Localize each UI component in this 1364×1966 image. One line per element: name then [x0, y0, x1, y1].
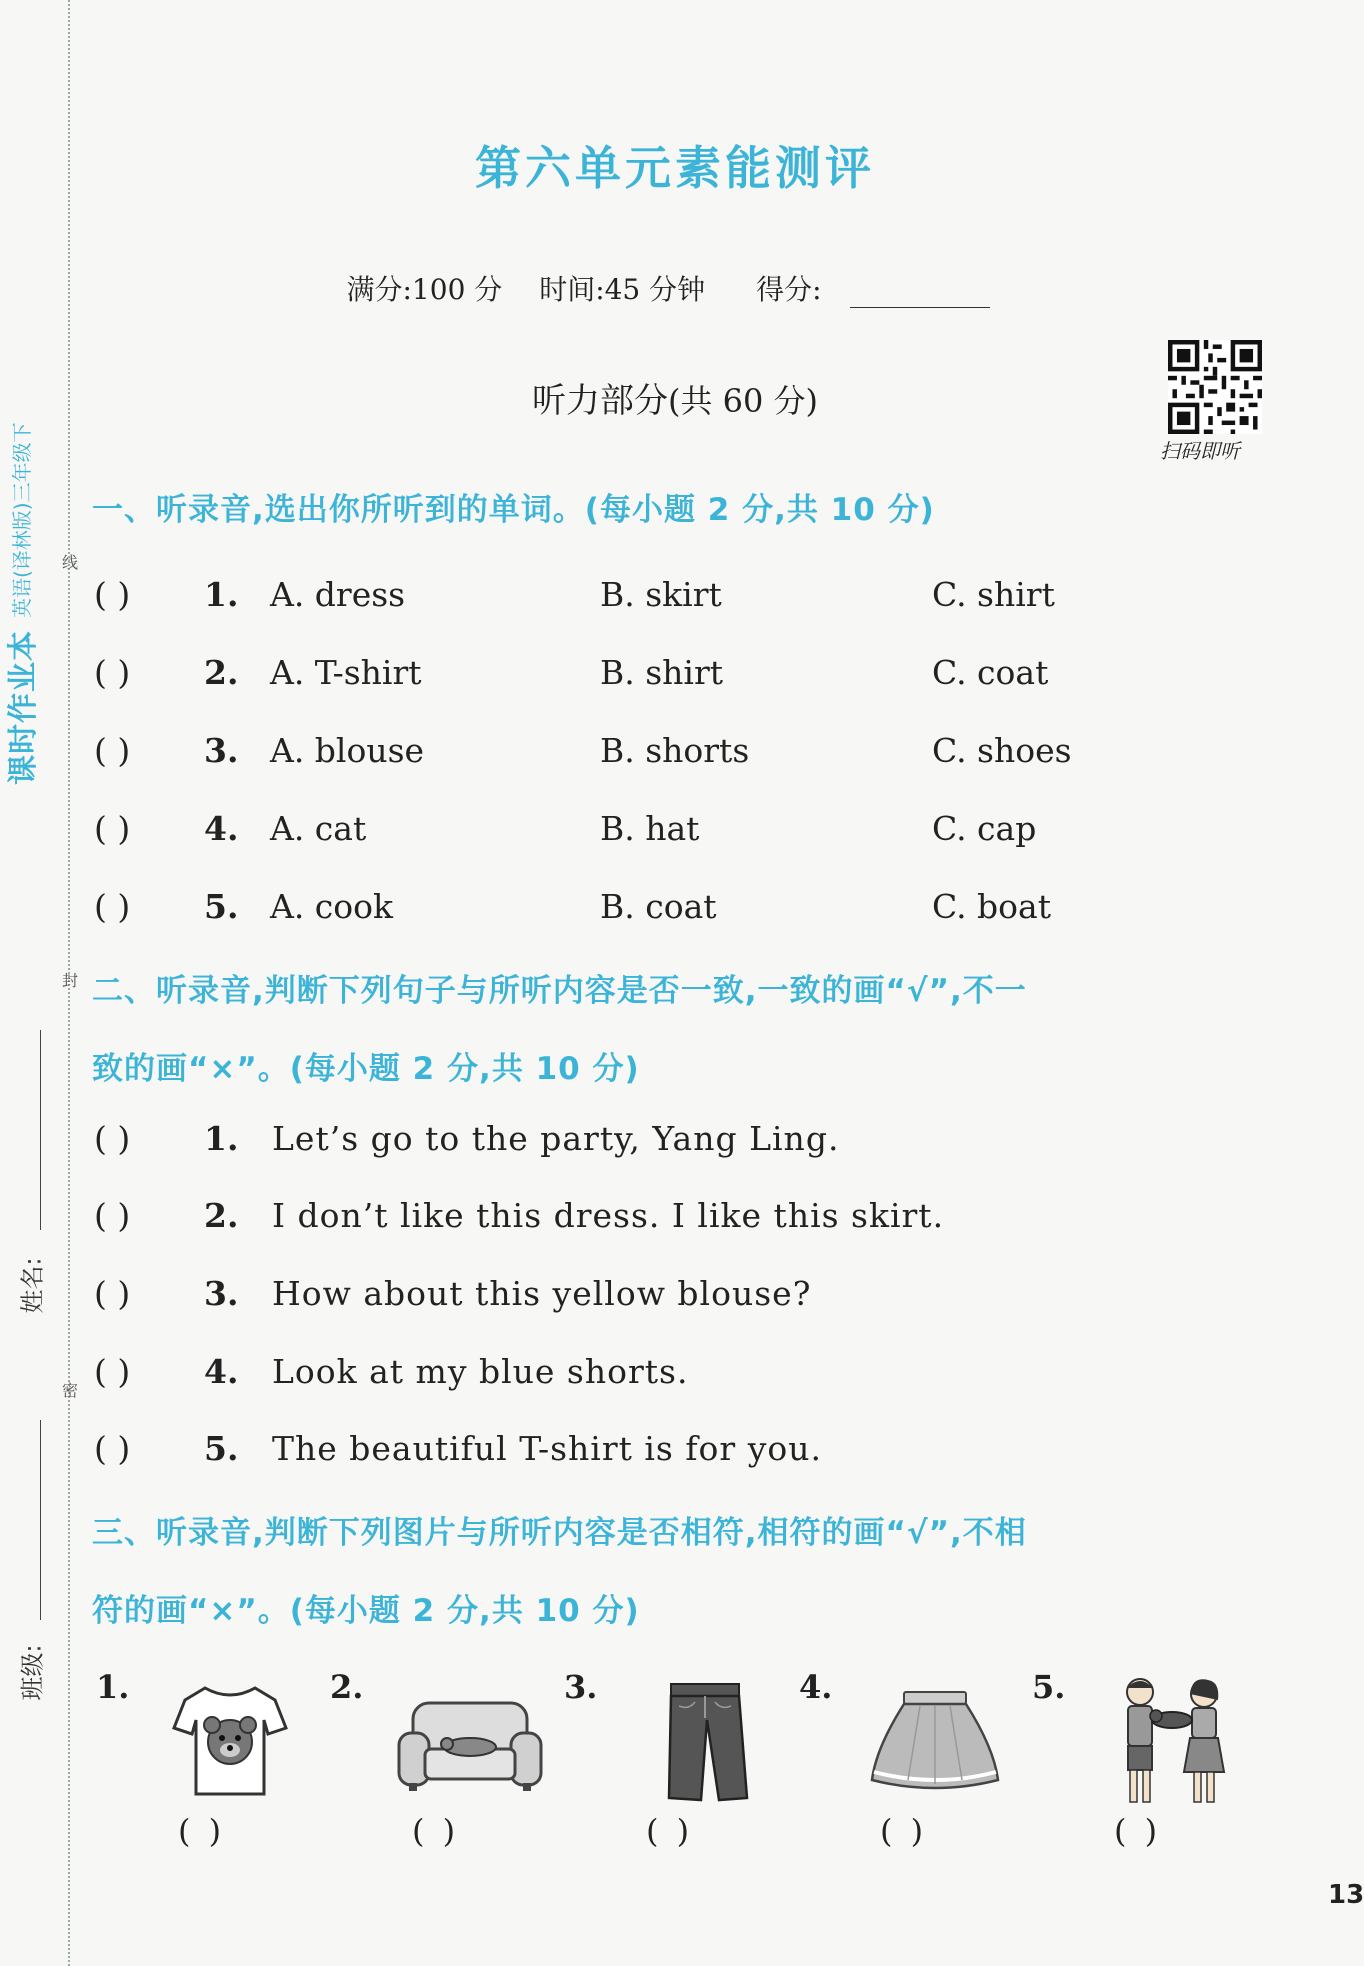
- sentence-text: I don’t like this dress. I like this skirt.: [272, 1196, 945, 1235]
- item-number: 5.: [204, 887, 239, 926]
- option-c: C. boat: [932, 887, 1051, 926]
- answer-paren[interactable]: ( ): [94, 575, 131, 614]
- answer-paren[interactable]: ( ): [1114, 1812, 1162, 1850]
- part2-item: [94, 1272, 812, 1316]
- part2-item: [94, 1117, 840, 1161]
- item-number: 3.: [204, 731, 239, 770]
- time-limit: 时间:45 分钟: [539, 273, 706, 306]
- option-b: B. skirt: [600, 575, 722, 614]
- option-b: B. shorts: [600, 731, 750, 770]
- part3-title-cont: 符的画“×”。(每小题 2 分,共 10 分): [92, 1593, 640, 1629]
- item-number: 2.: [204, 1196, 239, 1235]
- listening-points: (共 60 分): [667, 382, 819, 420]
- picture-number: 1.: [96, 1668, 130, 1706]
- name-blank[interactable]: [40, 1030, 41, 1230]
- skirt-icon: [868, 1688, 1002, 1798]
- qr-code-icon[interactable]: [1168, 340, 1262, 434]
- trousers-icon: [655, 1680, 755, 1805]
- answer-paren[interactable]: ( ): [94, 1196, 131, 1235]
- option-b: B. hat: [600, 809, 700, 848]
- option-a: A. blouse: [270, 731, 425, 770]
- answer-paren[interactable]: ( ): [94, 1119, 131, 1158]
- page-number: 13: [1328, 1880, 1364, 1910]
- option-c: C. cap: [932, 809, 1037, 848]
- part2-item: [94, 1194, 945, 1238]
- sentence-text: The beautiful T-shirt is for you.: [272, 1429, 822, 1468]
- option-c: C. coat: [932, 653, 1049, 692]
- t-shirt-with-bear-icon: [170, 1680, 290, 1800]
- item-number: 2.: [204, 653, 239, 692]
- score-blank[interactable]: [850, 279, 990, 308]
- answer-paren[interactable]: ( ): [646, 1812, 694, 1850]
- item-number: 1.: [204, 575, 239, 614]
- name-label: 姓名:: [18, 1257, 47, 1314]
- seal-char-2: 封: [62, 971, 79, 990]
- answer-paren[interactable]: ( ): [94, 731, 131, 770]
- option-b: B. shirt: [600, 653, 724, 692]
- class-blank[interactable]: [40, 1420, 41, 1620]
- part1-item: [94, 651, 1049, 695]
- class-label: 班级:: [18, 1644, 47, 1701]
- answer-paren[interactable]: ( ): [94, 1429, 131, 1468]
- part2-item: [94, 1350, 689, 1394]
- option-a: A. T-shirt: [270, 653, 422, 692]
- item-number: 3.: [204, 1274, 239, 1313]
- answer-paren[interactable]: ( ): [94, 1274, 131, 1313]
- score-label: 得分:: [756, 273, 822, 306]
- part2-title: 二、听录音,判断下列句子与所听内容是否一致,一致的画“√”,不一: [92, 973, 1027, 1009]
- option-a: A. dress: [270, 575, 406, 614]
- item-number: 5.: [204, 1429, 239, 1468]
- sentence-text: How about this yellow blouse?: [272, 1274, 812, 1313]
- item-number: 4.: [204, 809, 239, 848]
- brand-name: 课时作业本: [6, 630, 41, 785]
- picture-number: 5.: [1032, 1668, 1066, 1706]
- option-b: B. coat: [600, 887, 717, 926]
- seal-char-1: 线: [62, 553, 79, 572]
- answer-paren[interactable]: ( ): [94, 887, 131, 926]
- page-title: 第六单元素能测评: [475, 141, 875, 195]
- edition-label: 英语(译林版)三年级下: [9, 422, 34, 618]
- picture-number: 4.: [799, 1668, 833, 1706]
- full-score: 满分:100 分: [346, 273, 503, 306]
- sentence-text: Let’s go to the party, Yang Ling.: [272, 1119, 840, 1158]
- part1-item: [94, 885, 1051, 929]
- answer-paren[interactable]: ( ): [94, 653, 131, 692]
- part1-title: 一、听录音,选出你所听到的单词。(每小题 2 分,共 10 分): [92, 492, 935, 528]
- score-line: [0, 268, 1350, 308]
- option-a: A. cat: [270, 809, 367, 848]
- item-number: 1.: [204, 1119, 239, 1158]
- answer-paren[interactable]: ( ): [94, 1352, 131, 1391]
- listening-label: 听力部分: [531, 381, 668, 421]
- part2-title-cont: 致的画“×”。(每小题 2 分,共 10 分): [92, 1051, 640, 1087]
- part3-title: 三、听录音,判断下列图片与所听内容是否相符,相符的画“√”,不相: [92, 1515, 1027, 1551]
- listening-heading: [0, 373, 1350, 422]
- picture-number: 2.: [330, 1668, 364, 1706]
- answer-paren[interactable]: ( ): [880, 1812, 928, 1850]
- answer-paren[interactable]: ( ): [178, 1812, 226, 1850]
- sofa-with-cat-icon: [395, 1695, 545, 1795]
- children-with-cat-icon: [1108, 1672, 1238, 1812]
- qr-label: 扫码即听: [1160, 439, 1240, 463]
- answer-paren[interactable]: ( ): [94, 809, 131, 848]
- item-number: 4.: [204, 1352, 239, 1391]
- part1-item: [94, 573, 1055, 617]
- part1-item: [94, 729, 1072, 773]
- part2-item: [94, 1427, 822, 1471]
- option-c: C. shoes: [932, 731, 1072, 770]
- sentence-text: Look at my blue shorts.: [272, 1352, 689, 1391]
- seal-char-3: 密: [62, 1381, 79, 1400]
- part1-item: [94, 807, 1037, 851]
- option-a: A. cook: [270, 887, 394, 926]
- picture-number: 3.: [564, 1668, 598, 1706]
- option-c: C. shirt: [932, 575, 1055, 614]
- answer-paren[interactable]: ( ): [412, 1812, 460, 1850]
